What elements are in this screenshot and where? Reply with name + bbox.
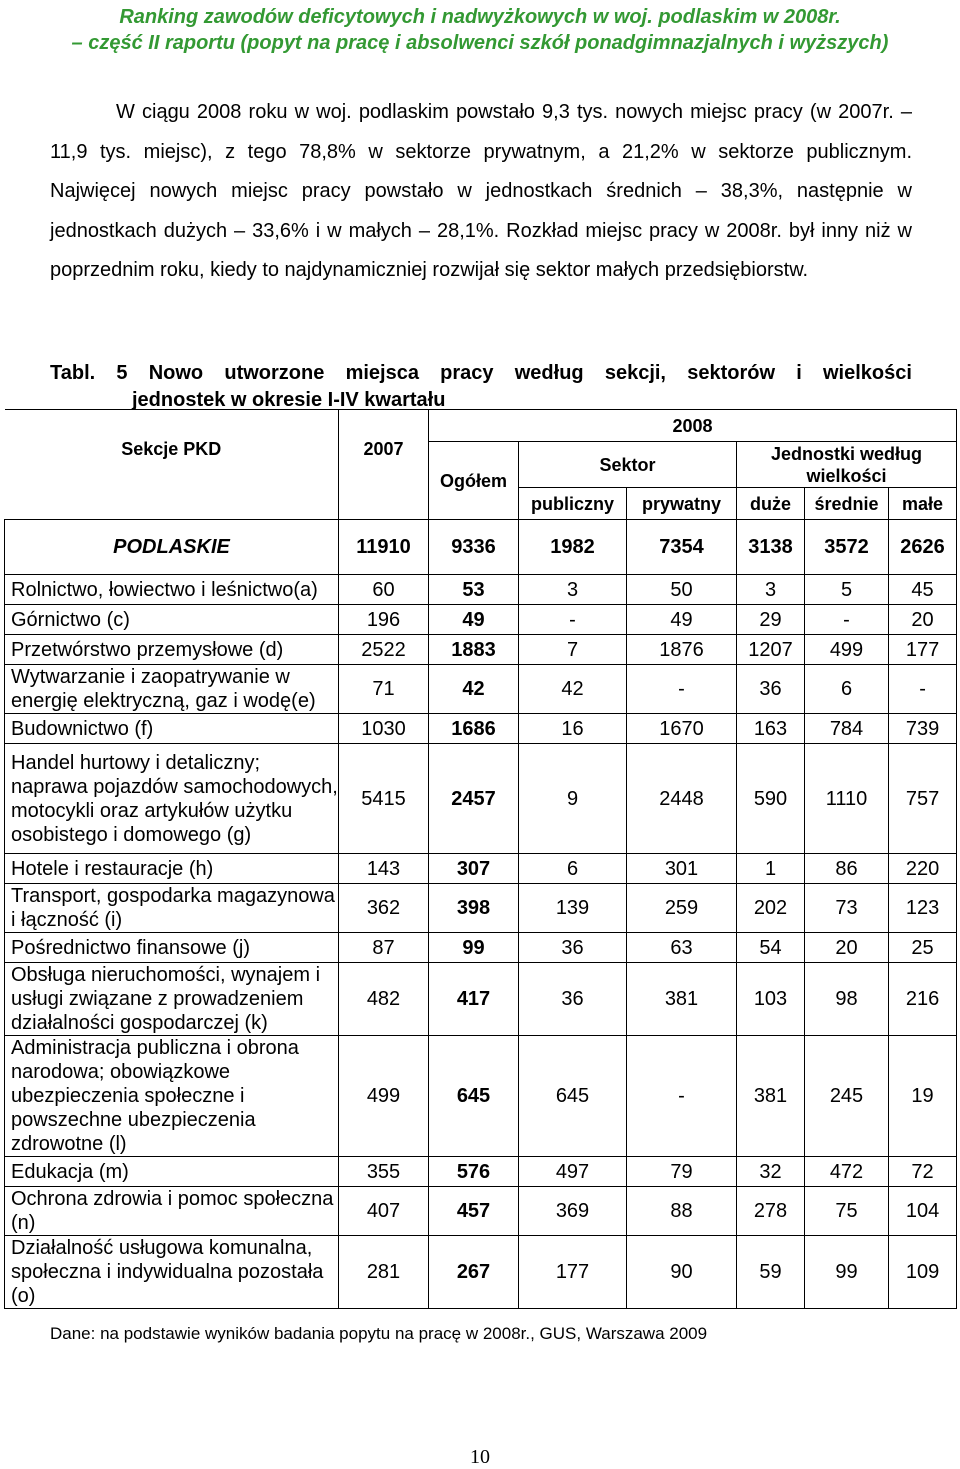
header-sektor: Sektor [519,442,737,488]
cell-duze: 3 [737,575,805,605]
header-title-line2: – część II raportu (popyt na pracę i absolwenci szkół ponadgimnazjalnych i wyższych) [71,32,889,54]
cell-2007: 499 [339,1036,429,1157]
table-row [5,635,957,665]
cell-2007: 281 [339,1236,429,1309]
cell-male: - [889,665,957,714]
cell-publiczny: 139 [519,884,627,933]
cell-ogolem: 645 [429,1036,519,1157]
cell-prywatny: 259 [627,884,737,933]
table-row [5,575,957,605]
cell-prywatny: 90 [627,1236,737,1309]
cell-2007: 87 [339,933,429,963]
row-label: Transport, gospodarka magazynowa i łączność (i) [5,884,339,933]
cell-publiczny: 6 [519,854,627,884]
row-label: Budownictwo (f) [5,714,339,744]
header-publiczny: publiczny [519,488,627,520]
cell-srednie: 6 [805,665,889,714]
header-srednie: średnie [805,488,889,520]
cell-2007: 71 [339,665,429,714]
cell-prywatny: 1670 [627,714,737,744]
cell-male: 45 [889,575,957,605]
cell-ogolem: 99 [429,933,519,963]
cell-2007: 2522 [339,635,429,665]
cell-prywatny: 49 [627,605,737,635]
cell-srednie: - [805,605,889,635]
header-duze: duże [737,488,805,520]
cell-publiczny: 36 [519,933,627,963]
table-row [5,884,957,933]
caption-word: wielkości [822,362,912,384]
row-label: Pośrednictwo finansowe (j) [5,933,339,963]
cell-prywatny: 2448 [627,744,737,854]
cell-2007: 143 [339,854,429,884]
cell-srednie: 98 [805,963,889,1036]
cell-publiczny: - [519,605,627,635]
cell-ogolem: 1883 [429,635,519,665]
table-row [5,744,957,854]
row-label: Wytwarzanie i zaopatrywanie w energię elektryczną, gaz i wodę(e) [5,665,339,714]
row-label: Rolnictwo, łowiectwo i leśnictwo(a) [5,575,339,605]
cell-publiczny: 177 [519,1236,627,1309]
intro-paragraph [50,93,912,291]
page-number: 10 [470,1446,490,1468]
cell-publiczny: 3 [519,575,627,605]
row-label: Przetwórstwo przemysłowe (d) [5,635,339,665]
cell-2007: 60 [339,575,429,605]
cell-2007: 5415 [339,744,429,854]
table-row [5,1187,957,1236]
header-prywatny: prywatny [627,488,737,520]
header-male: małe [889,488,957,520]
cell-male: 72 [889,1157,957,1187]
cell-duze: 202 [737,884,805,933]
cell-srednie: 5 [805,575,889,605]
cell-male: 20 [889,605,957,635]
cell-publiczny: 645 [519,1036,627,1157]
region-name: PODLASKIE [5,520,339,575]
cell-duze: 381 [737,1036,805,1157]
cell-srednie: 75 [805,1187,889,1236]
header-sekcje-pkd: Sekcje PKD [5,410,339,488]
cell-ogolem: 576 [429,1157,519,1187]
cell-srednie: 499 [805,635,889,665]
row-label: Administracja publiczna i obrona narodowa; obowiązkowe ubezpieczenia społeczne i powszechne ubezpieczenia zdrowotne (l) [5,1036,339,1157]
caption-word: Nowo [148,362,204,384]
table-row [5,1157,957,1187]
table-caption-line1 [50,360,912,387]
cell-male: 177 [889,635,957,665]
page-header [0,4,960,56]
table-row [5,665,957,714]
cell-publiczny: 497 [519,1157,627,1187]
cell-male: 19 [889,1036,957,1157]
cell-2007: 355 [339,1157,429,1187]
cell-prywatny: 301 [627,854,737,884]
cell-ogolem: 49 [429,605,519,635]
cell-male: 739 [889,714,957,744]
table-row [5,854,957,884]
cell-duze: 590 [737,744,805,854]
cell-ogolem: 307 [429,854,519,884]
table-row [5,963,957,1036]
table-row [5,714,957,744]
cell-prywatny: 79 [627,1157,737,1187]
cell-prywatny: 381 [627,963,737,1036]
cell-prywatny: 50 [627,575,737,605]
caption-word: sektorów [687,362,776,384]
region-row [5,520,957,575]
cell-ogolem: 267 [429,1236,519,1309]
cell-srednie: 472 [805,1157,889,1187]
region-value-srednie: 3572 [805,520,889,575]
cell-duze: 1 [737,854,805,884]
cell-publiczny: 36 [519,963,627,1036]
header-2007: 2007 [339,410,429,488]
header-jednostki: Jednostki według wielkości [737,442,957,488]
row-label: Ochrona zdrowia i pomoc społeczna (n) [5,1187,339,1236]
cell-srednie: 73 [805,884,889,933]
cell-2007: 196 [339,605,429,635]
header-title-line1: Ranking zawodów deficytowych i nadwyżkowych w woj. podlaskim w 2008r. [119,6,841,28]
table-caption [50,360,912,414]
cell-2007: 407 [339,1187,429,1236]
cell-duze: 29 [737,605,805,635]
cell-publiczny: 16 [519,714,627,744]
row-label: Edukacja (m) [5,1157,339,1187]
cell-duze: 59 [737,1236,805,1309]
cell-2007: 482 [339,963,429,1036]
cell-srednie: 1110 [805,744,889,854]
caption-word: pracy [440,362,494,384]
cell-male: 123 [889,884,957,933]
region-value-publiczny: 1982 [519,520,627,575]
cell-duze: 32 [737,1157,805,1187]
source-note: Dane: na podstawie wyników badania popytu na pracę w 2008r., GUS, Warszawa 2009 [50,1324,708,1343]
cell-ogolem: 1686 [429,714,519,744]
region-value-2007: 11910 [339,520,429,575]
cell-prywatny: - [627,1036,737,1157]
caption-word: sekcji, [604,362,666,384]
cell-male: 109 [889,1236,957,1309]
cell-duze: 103 [737,963,805,1036]
cell-male: 757 [889,744,957,854]
caption-word: Tabl. [50,362,96,384]
caption-word: według [514,362,584,384]
caption-word: i [796,362,802,384]
cell-publiczny: 9 [519,744,627,854]
cell-2007: 362 [339,884,429,933]
cell-duze: 278 [737,1187,805,1236]
table-caption-line2: jednostek w okresie I-IV kwartału [132,389,446,411]
cell-duze: 1207 [737,635,805,665]
table-row [5,605,957,635]
cell-srednie: 784 [805,714,889,744]
cell-duze: 36 [737,665,805,714]
cell-srednie: 20 [805,933,889,963]
caption-word: 5 [116,362,128,384]
region-value-ogolem: 9336 [429,520,519,575]
cell-male: 220 [889,854,957,884]
row-label: Górnictwo (c) [5,605,339,635]
cell-prywatny: 63 [627,933,737,963]
cell-ogolem: 457 [429,1187,519,1236]
row-label: Działalność usługowa komunalna, społeczna i indywidualna pozostała (o) [5,1236,339,1309]
header-sekcje-filler [5,488,339,520]
cell-ogolem: 2457 [429,744,519,854]
header-2007-filler [339,488,429,520]
jobs-table [4,409,957,1309]
intro-paragraph-text: W ciągu 2008 roku w woj. podlaskim powstało 9,3 tys. nowych miejsc pracy (w 2007r. – 11,9 tys. miejsc), z tego 78,8% w sektorze prywatnym, a 21,2% w sektorze publicznym. Najwięcej nowych miejsc pracy powstało w jednostkach średnich – 38,3%, następnie w jednostkach dużych – 33,6% i w małych – 28,1%. Rozkład miejsc pracy w 2008r. był inny niż w poprzednim roku, kiedy to najdynamiczniej rozwijał się sektor małych przedsiębiorstw. [50,101,912,281]
cell-ogolem: 398 [429,884,519,933]
cell-ogolem: 42 [429,665,519,714]
caption-word: utworzone [224,362,325,384]
header-2008: 2008 [429,410,957,442]
cell-publiczny: 7 [519,635,627,665]
cell-duze: 54 [737,933,805,963]
row-label: Obsługa nieruchomości, wynajem i usługi związane z prowadzeniem działalności gospodarczej (k) [5,963,339,1036]
region-value-male: 2626 [889,520,957,575]
row-label: Hotele i restauracje (h) [5,854,339,884]
cell-ogolem: 53 [429,575,519,605]
region-value-duze: 3138 [737,520,805,575]
table-row [5,1036,957,1157]
table-row [5,1236,957,1309]
header-ogolem: Ogółem [429,442,519,520]
cell-male: 216 [889,963,957,1036]
table-row [5,933,957,963]
cell-male: 104 [889,1187,957,1236]
cell-2007: 1030 [339,714,429,744]
cell-publiczny: 369 [519,1187,627,1236]
cell-srednie: 86 [805,854,889,884]
cell-duze: 163 [737,714,805,744]
cell-prywatny: 88 [627,1187,737,1236]
caption-word: miejsca [345,362,419,384]
cell-publiczny: 42 [519,665,627,714]
cell-ogolem: 417 [429,963,519,1036]
region-value-prywatny: 7354 [627,520,737,575]
row-label: Handel hurtowy i detaliczny; naprawa pojazdów samochodowych, motocykli oraz artykułów użytku osobistego i domowego (g) [5,744,339,854]
cell-male: 25 [889,933,957,963]
cell-prywatny: 1876 [627,635,737,665]
cell-prywatny: - [627,665,737,714]
cell-srednie: 99 [805,1236,889,1309]
cell-srednie: 245 [805,1036,889,1157]
